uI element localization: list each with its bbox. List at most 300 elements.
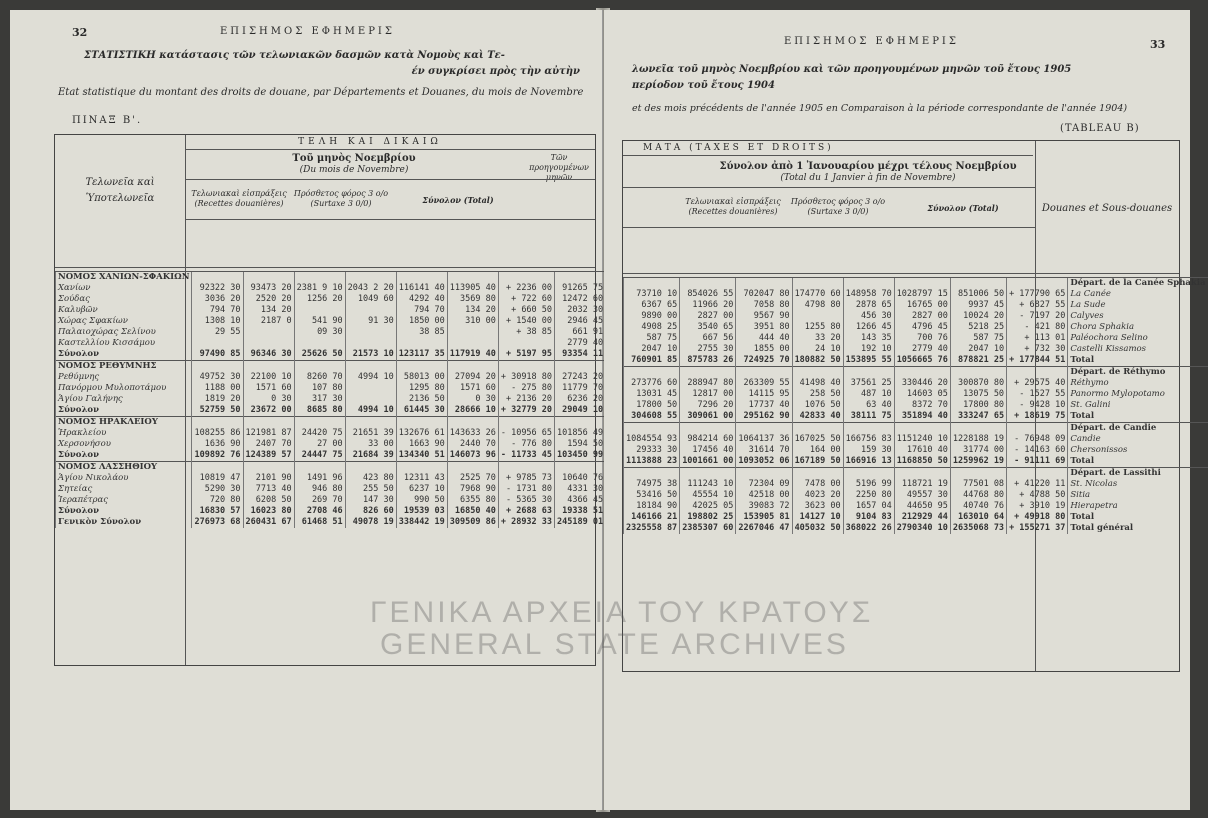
table-cell <box>192 361 243 373</box>
page-number-right: 33 <box>1150 38 1166 51</box>
table-cell: 444 40 <box>736 333 792 344</box>
table-cell: 212929 44 <box>894 512 950 523</box>
table-cell: 990 50 <box>396 495 447 506</box>
table-cell: 269 70 <box>294 495 345 506</box>
table-cell: 21573 10 <box>345 349 396 361</box>
table-cell: 7296 20 <box>680 400 736 411</box>
row-label: La Canée <box>1068 289 1208 300</box>
row-label: Castelli Kissamos <box>1068 344 1208 355</box>
table-cell <box>396 417 447 429</box>
table-cell: 63 40 <box>843 400 894 411</box>
table-cell: 875783 26 <box>680 355 736 367</box>
total-row <box>56 349 606 361</box>
total-row <box>56 506 606 517</box>
table-cell: 2385307 60 <box>680 523 736 534</box>
title-french-left: Etat statistique du montant des droits de douane, par Départements et Douanes, du mois de Novembre <box>58 87 584 98</box>
table-cell: 12817 00 <box>680 389 736 400</box>
row-label: Χανίων <box>56 283 192 294</box>
table-cell: 405032 50 <box>792 523 843 534</box>
table-cell: 93473 20 <box>243 283 294 294</box>
table-cell: 166756 83 <box>843 434 894 445</box>
table-cell <box>396 338 447 349</box>
table-cell: - 421 80 <box>1007 322 1068 333</box>
table-cell <box>894 367 950 379</box>
table-cell <box>736 423 792 435</box>
table-cell: 16023 80 <box>243 506 294 517</box>
table-cell <box>624 278 680 290</box>
table-cell <box>680 367 736 379</box>
table-cell: 27094 20 <box>447 372 498 383</box>
title-french-right: et des mois précédents de l'année 1905 en Comparaison à la période correspondante de l'année 1904) <box>632 103 1128 114</box>
table-cell: 295162 90 <box>736 411 792 423</box>
table-cell: 96346 30 <box>243 349 294 361</box>
table-cell <box>1007 423 1068 435</box>
table-cell: 53416 50 <box>624 490 680 501</box>
table-cell <box>447 417 498 429</box>
table-cell: 134 20 <box>447 305 498 316</box>
table-cell: + 18619 75 <box>1007 411 1068 423</box>
table-cell: 22100 10 <box>243 372 294 383</box>
running-head-left: ΕΠΙΣΗΜΟΣ ΕΦΗΜΕΡΙΣ <box>220 26 395 37</box>
table-row <box>56 439 606 450</box>
row-label: St. Nicolas <box>1068 479 1208 490</box>
table-cell: 180882 50 <box>792 355 843 367</box>
table-cell <box>680 423 736 435</box>
table-cell: 118721 19 <box>894 479 950 490</box>
table-cell: 9890 00 <box>624 311 680 322</box>
table-cell: 148958 70 <box>843 289 894 300</box>
table-row <box>624 479 1208 490</box>
month-header-fr: (Du mois de Novembre) <box>299 165 409 175</box>
table-cell: 91 30 <box>345 316 396 327</box>
table-row <box>56 484 606 495</box>
table-cell <box>345 361 396 373</box>
table-cell <box>396 462 447 474</box>
table-cell: + 2136 20 <box>498 394 554 405</box>
table-cell: + 28932 33 <box>498 517 554 528</box>
table-cell: 25626 50 <box>294 349 345 361</box>
table-cell: 108255 86 <box>192 428 243 439</box>
table-cell: 132676 61 <box>396 428 447 439</box>
table-cell: 1295 80 <box>396 383 447 394</box>
table-cell: 111243 10 <box>680 479 736 490</box>
table-cell: 17456 40 <box>680 445 736 456</box>
total-row <box>624 512 1208 523</box>
department-header-row <box>624 278 1208 290</box>
table-cell <box>950 423 1006 435</box>
row-label: ΝΟΜΟΣ ΛΑΣΣΗΘΙΟΥ <box>56 462 192 474</box>
tableau-label-right: (TABLEAU B) <box>1060 123 1140 134</box>
row-label: Σύνολον <box>56 349 192 361</box>
row-label: Chora Sphakia <box>1068 322 1208 333</box>
table-cell: 2187 0 <box>243 316 294 327</box>
table-cell <box>736 278 792 290</box>
table-cell: 14115 95 <box>736 389 792 400</box>
table-cell: 49078 19 <box>345 517 396 528</box>
table-cell: 288947 80 <box>680 378 736 389</box>
table-cell: 1151240 10 <box>894 434 950 445</box>
table-row <box>56 294 606 305</box>
table-cell: - 776 80 <box>498 439 554 450</box>
table-cell: 702047 80 <box>736 289 792 300</box>
table-cell: 1491 96 <box>294 473 345 484</box>
table-cell: 2878 65 <box>843 300 894 311</box>
row-label: Départ. de Lassithi <box>1068 468 1208 480</box>
table-row <box>624 344 1208 355</box>
table-cell: 38111 75 <box>843 411 894 423</box>
table-cell: 2250 80 <box>843 490 894 501</box>
table-cell: 2790340 10 <box>894 523 950 534</box>
table-cell <box>243 361 294 373</box>
table-cell: 794 70 <box>396 305 447 316</box>
row-label: Total <box>1068 355 1208 367</box>
table-cell: 13075 50 <box>950 389 1006 400</box>
row-label: Καλυβῶν <box>56 305 192 316</box>
table-cell <box>680 468 736 480</box>
row-label: St. Galini <box>1068 400 1208 411</box>
table-row <box>624 378 1208 389</box>
table-cell <box>498 338 554 349</box>
table-cell: - 9428 10 <box>1007 400 1068 411</box>
table-cell <box>792 311 843 322</box>
table-cell: 2708 46 <box>294 506 345 517</box>
table-cell: 667 56 <box>680 333 736 344</box>
row-label: Ἡρακλείου <box>56 428 192 439</box>
left-table <box>54 134 604 666</box>
row-label: Réthymo <box>1068 378 1208 389</box>
table-cell: 2827 00 <box>894 311 950 322</box>
table-cell: 0 30 <box>243 394 294 405</box>
table-cell: 2325558 87 <box>624 523 680 534</box>
table-cell <box>447 462 498 474</box>
table-cell: 1001661 00 <box>680 456 736 468</box>
table-cell <box>624 468 680 480</box>
table-cell: 74975 38 <box>624 479 680 490</box>
table-cell: 9104 83 <box>843 512 894 523</box>
table-cell: 21684 39 <box>345 450 396 462</box>
table-cell: 2779 40 <box>555 338 606 349</box>
table-cell: 310 00 <box>447 316 498 327</box>
table-cell: 29333 30 <box>624 445 680 456</box>
table-cell <box>792 278 843 290</box>
table-cell <box>243 417 294 429</box>
table-cell: 1308 10 <box>192 316 243 327</box>
table-row <box>624 322 1208 333</box>
table-cell: 23672 00 <box>243 405 294 417</box>
table-cell: 14603 05 <box>894 389 950 400</box>
table-row <box>624 311 1208 322</box>
table-cell: 28666 10 <box>447 405 498 417</box>
left-page <box>10 10 603 810</box>
table-cell: 7713 40 <box>243 484 294 495</box>
table-cell: - 11733 45 <box>498 450 554 462</box>
running-head-right: ΕΠΙΣΗΜΟΣ ΕΦΗΜΕΡΙΣ <box>784 36 959 47</box>
table-cell: - 1527 55 <box>1007 389 1068 400</box>
table-cell: 159 30 <box>843 445 894 456</box>
table-cell: 946 80 <box>294 484 345 495</box>
table-row <box>624 400 1208 411</box>
table-cell: 1228188 19 <box>950 434 1006 445</box>
table-cell: 2047 10 <box>624 344 680 355</box>
department-header-row <box>624 468 1208 480</box>
title-greek-right-2: περίοδον τοῦ ἔτους 1904 <box>632 80 775 91</box>
table-cell: 6237 10 <box>396 484 447 495</box>
table-cell: 6208 50 <box>243 495 294 506</box>
table-cell: 113905 40 <box>447 283 498 294</box>
table-cell <box>345 383 396 394</box>
table-cell: 330446 20 <box>894 378 950 389</box>
tableau-label-left: ΠΙΝΑΞ Β'. <box>72 115 143 126</box>
row-label: Chersonissos <box>1068 445 1208 456</box>
table-cell: 1093052 06 <box>736 456 792 468</box>
table-cell <box>345 462 396 474</box>
table-cell: + 32779 20 <box>498 405 554 417</box>
table-row <box>56 428 606 439</box>
table-cell: 2032 30 <box>555 305 606 316</box>
table-cell: 3623 00 <box>792 501 843 512</box>
table-cell: 13031 45 <box>624 389 680 400</box>
table-cell: 1594 50 <box>555 439 606 450</box>
table-row <box>56 394 606 405</box>
table-cell: 147 30 <box>345 495 396 506</box>
table-cell: 116141 40 <box>396 283 447 294</box>
row-label: Paléochora Selino <box>1068 333 1208 344</box>
col-group-left-2: Σύνολον (Total) <box>422 195 494 205</box>
table-cell <box>243 338 294 349</box>
table-cell <box>447 327 498 338</box>
table-cell <box>950 278 1006 290</box>
table-cell: 794 70 <box>192 305 243 316</box>
table-cell: + 3910 19 <box>1007 501 1068 512</box>
total-row <box>624 523 1208 534</box>
table-cell: 19539 03 <box>396 506 447 517</box>
table-cell: 164 00 <box>792 445 843 456</box>
title-greek-right: λωνεῖα τοῦ μηνὸς Νοεμβρίου καὶ τῶν προηγουμένων μηνῶν τοῦ ἔτους 1905 <box>632 64 1072 75</box>
table-row <box>624 501 1208 512</box>
table-cell: 27243 20 <box>555 372 606 383</box>
table-cell: - 91111 69 <box>1007 456 1068 468</box>
table-cell: 167025 50 <box>792 434 843 445</box>
table-cell: 124389 57 <box>243 450 294 462</box>
table-cell <box>294 361 345 373</box>
table-cell: 77501 08 <box>950 479 1006 490</box>
table-cell: 1188 00 <box>192 383 243 394</box>
table-cell: + 41220 11 <box>1007 479 1068 490</box>
table-cell: 44768 80 <box>950 490 1006 501</box>
table-cell: 38 85 <box>396 327 447 338</box>
table-cell <box>843 367 894 379</box>
table-cell: 1028797 15 <box>894 289 950 300</box>
row-label: Candie <box>1068 434 1208 445</box>
table-cell: 3951 80 <box>736 322 792 333</box>
title-greek-left: ΣΤΑΤΙΣΤΙΚΗ κατάστασις τῶν τελωνιακῶν δασμῶν κατὰ Νομοὺς καὶ Τε- <box>84 50 505 61</box>
table-cell: 826 60 <box>345 506 396 517</box>
table-cell: + 38 85 <box>498 327 554 338</box>
table-cell: 37561 25 <box>843 378 894 389</box>
table-cell: 49557 30 <box>894 490 950 501</box>
table-cell: 8260 70 <box>294 372 345 383</box>
table-cell: + 5197 95 <box>498 349 554 361</box>
table-cell <box>555 462 606 474</box>
table-cell: 2779 40 <box>894 344 950 355</box>
table-cell <box>447 272 498 284</box>
table-cell: 103450 99 <box>555 450 606 462</box>
table-cell <box>736 468 792 480</box>
table-cell: 2827 00 <box>680 311 736 322</box>
table-cell: 91265 75 <box>555 283 606 294</box>
table-cell <box>894 423 950 435</box>
table-cell: 309061 00 <box>680 411 736 423</box>
table-cell: + 177844 51 <box>1007 355 1068 367</box>
table-row <box>624 300 1208 311</box>
table-cell: 174770 60 <box>792 289 843 300</box>
table-cell: 44650 95 <box>894 501 950 512</box>
table-cell: 61468 51 <box>294 517 345 528</box>
table-cell: 260431 67 <box>243 517 294 528</box>
table-cell: 4366 45 <box>555 495 606 506</box>
table-cell: 273776 60 <box>624 378 680 389</box>
row-label: Départ. de la Canée Sphakia <box>1068 278 1208 290</box>
table-cell: - 1731 80 <box>498 484 554 495</box>
table-cell: 27 00 <box>294 439 345 450</box>
table-cell: 61445 30 <box>396 405 447 417</box>
table-cell: 41498 40 <box>792 378 843 389</box>
table-cell: 338442 19 <box>396 517 447 528</box>
table-cell: 2047 10 <box>950 344 1006 355</box>
table-cell <box>396 272 447 284</box>
table-cell: 10640 76 <box>555 473 606 484</box>
table-cell: 163010 64 <box>950 512 1006 523</box>
table-cell: 1819 20 <box>192 394 243 405</box>
table-cell <box>396 361 447 373</box>
table-row <box>624 389 1208 400</box>
row-label: Πανόρμου Μυλοποτάμου <box>56 383 192 394</box>
row-label: Départ. de Candie <box>1068 423 1208 435</box>
table-cell: 153895 55 <box>843 355 894 367</box>
total-row <box>56 450 606 462</box>
row-label: Χώρας Σφακίων <box>56 316 192 327</box>
table-cell: 1855 00 <box>736 344 792 355</box>
table-cell: 10024 20 <box>950 311 1006 322</box>
table-cell: 2101 90 <box>243 473 294 484</box>
table-cell <box>680 278 736 290</box>
right-table <box>622 140 1206 672</box>
table-cell: - 275 80 <box>498 383 554 394</box>
table-cell <box>1007 278 1068 290</box>
table-cell: 42518 00 <box>736 490 792 501</box>
table-cell: 33 20 <box>792 333 843 344</box>
department-header-row <box>624 367 1208 379</box>
row-label: Calyves <box>1068 311 1208 322</box>
table-row <box>56 473 606 484</box>
table-cell: 17800 50 <box>624 400 680 411</box>
table-cell: 760901 85 <box>624 355 680 367</box>
total-header: Σύνολον ἀπὸ 1 Ἰανουαρίου μέχρι τέλους Νοεμβρίου <box>719 161 1017 172</box>
department-header-row <box>56 462 606 474</box>
table-cell: 258 50 <box>792 389 843 400</box>
table-cell: 1168850 50 <box>894 456 950 468</box>
table-row <box>624 434 1208 445</box>
table-row <box>56 327 606 338</box>
table-cell: 276973 68 <box>192 517 243 528</box>
table-cell <box>792 367 843 379</box>
table-cell <box>192 272 243 284</box>
table-cell: 854026 55 <box>680 289 736 300</box>
table-row <box>56 338 606 349</box>
table-cell: 0 30 <box>447 394 498 405</box>
table-cell: 1636 90 <box>192 439 243 450</box>
table-cell: + 9785 73 <box>498 473 554 484</box>
table-cell: 12311 43 <box>396 473 447 484</box>
table-row <box>56 305 606 316</box>
table-cell <box>1007 468 1068 480</box>
table-cell <box>843 468 894 480</box>
total-header-fr: (Total du 1 Janvier à fin de Novembre) <box>780 173 956 183</box>
table-cell: 851006 50 <box>950 289 1006 300</box>
table-cell <box>894 468 950 480</box>
table-cell: 1255 80 <box>792 322 843 333</box>
table-cell: 7968 90 <box>447 484 498 495</box>
table-cell: - 14163 60 <box>1007 445 1068 456</box>
month-header: Τοῦ μηνὸς Νοεμβρίου <box>292 153 416 164</box>
table-row <box>56 372 606 383</box>
table-cell: 317 30 <box>294 394 345 405</box>
row-label: Hierapetra <box>1068 501 1208 512</box>
table-cell: 121981 87 <box>243 428 294 439</box>
table-cell: 878821 25 <box>950 355 1006 367</box>
row-label: Ἁγίου Νικολάου <box>56 473 192 484</box>
table-cell: 167189 50 <box>792 456 843 468</box>
table-cell: 72304 09 <box>736 479 792 490</box>
table-row <box>56 495 606 506</box>
table-cell: 2440 70 <box>447 439 498 450</box>
table-cell: 700 76 <box>894 333 950 344</box>
table-cell <box>243 272 294 284</box>
table-cell: 1113888 23 <box>624 456 680 468</box>
table-cell <box>498 417 554 429</box>
row-label: Total <box>1068 411 1208 423</box>
table-cell: 16765 00 <box>894 300 950 311</box>
table-cell: 16830 57 <box>192 506 243 517</box>
row-label: Σύνολον <box>56 405 192 417</box>
table-cell <box>447 338 498 349</box>
table-cell: 1259962 19 <box>950 456 1006 468</box>
table-cell: 309509 86 <box>447 517 498 528</box>
table-row <box>624 289 1208 300</box>
table-cell <box>243 327 294 338</box>
table-cell: 21651 39 <box>345 428 396 439</box>
table-cell: 2043 2 20 <box>345 283 396 294</box>
row-label: Παλαιοχώρας Σελίνου <box>56 327 192 338</box>
table-cell: 29 55 <box>192 327 243 338</box>
table-cell: 1064137 36 <box>736 434 792 445</box>
table-cell: 3036 20 <box>192 294 243 305</box>
table-cell: 2136 50 <box>396 394 447 405</box>
row-label: Σούδας <box>56 294 192 305</box>
table-cell: 2755 30 <box>680 344 736 355</box>
table-cell: 31774 00 <box>950 445 1006 456</box>
table-cell: 134340 51 <box>396 450 447 462</box>
table-row <box>624 445 1208 456</box>
right-page <box>604 10 1206 810</box>
table-cell: 368022 26 <box>843 523 894 534</box>
table-cell: + 177790 65 <box>1007 289 1068 300</box>
table-cell <box>192 462 243 474</box>
table-cell: 984214 60 <box>680 434 736 445</box>
table-cell: - 10956 65 <box>498 428 554 439</box>
table-cell: 1049 60 <box>345 294 396 305</box>
table-cell: 541 90 <box>294 316 345 327</box>
